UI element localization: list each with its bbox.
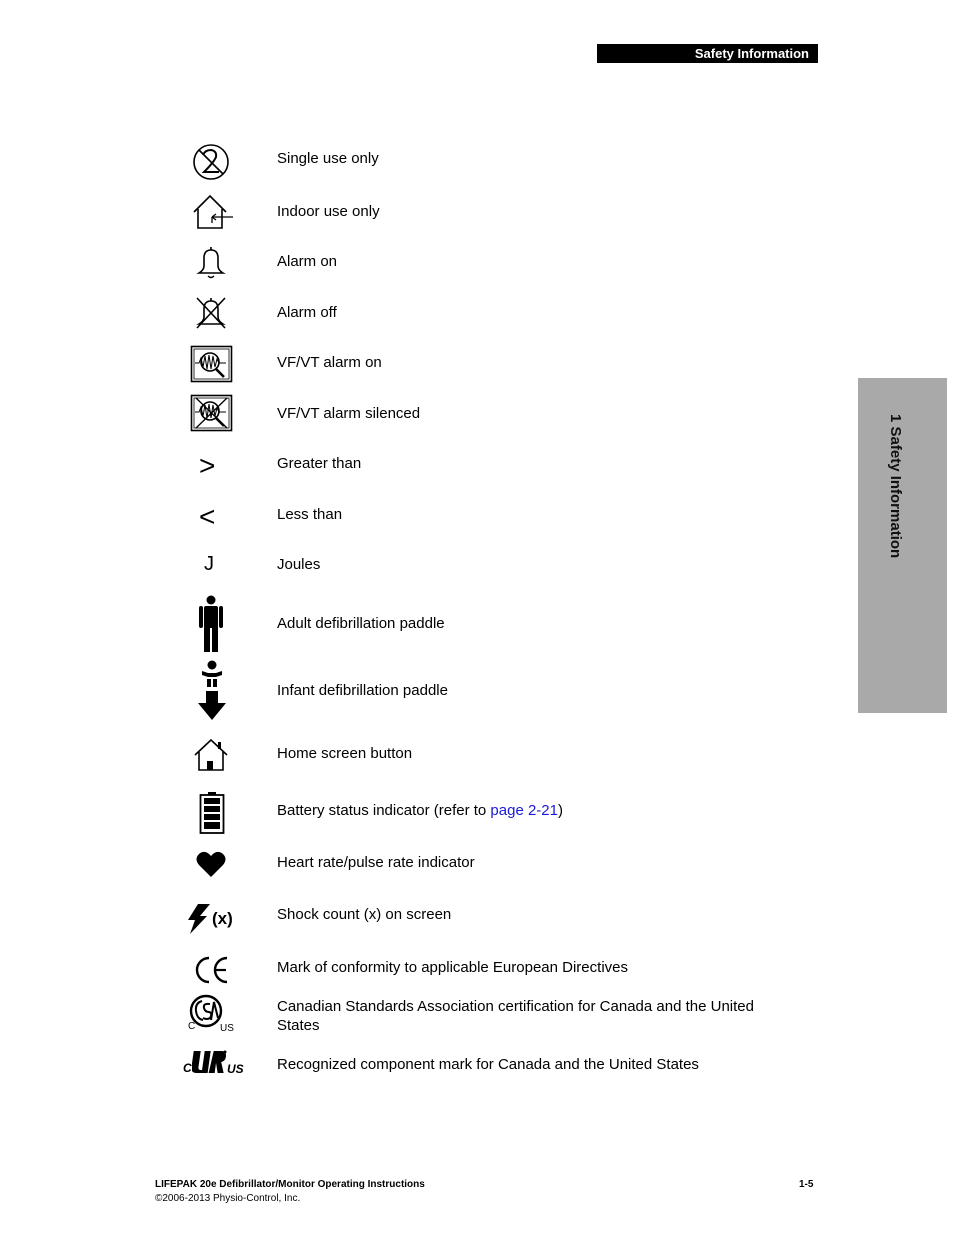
- symbol-label-joules: Joules: [277, 556, 321, 573]
- page-link-2-21[interactable]: page 2-21: [490, 802, 558, 819]
- symbol-label-shock-count: Shock count (x) on screen: [277, 906, 452, 923]
- page-number: 1-5: [799, 1179, 814, 1190]
- section-header-bar: [597, 44, 818, 63]
- chapter-tab-label: 1 Safety Information: [887, 414, 904, 559]
- ur-c-text: C: [183, 1061, 192, 1075]
- symbol-label-ce-mark: Mark of conformity to applicable European Directives: [277, 959, 628, 976]
- copyright: ©2006-2013 Physio-Control, Inc.: [155, 1193, 301, 1204]
- symbol-label-csa-mark: Canadian Standards Association certification for Canada and the United States: [277, 998, 754, 1034]
- symbol-label-infant-paddle: Infant defibrillation paddle: [277, 682, 448, 699]
- footer-left: [155, 1178, 425, 1206]
- greater-than-icon: >: [199, 450, 216, 481]
- ur-us-text: US: [227, 1062, 244, 1076]
- symbol-label-vf-vt-alarm-on: VF/VT alarm on: [277, 354, 382, 371]
- vf-vt-alarm-silenced-icon: [190, 394, 233, 432]
- heart-icon: [196, 850, 226, 878]
- lightning-bolt-icon: [186, 903, 212, 935]
- csa-c-text: C: [188, 1021, 196, 1032]
- symbol-label-adult-paddle: Adult defibrillation paddle: [277, 615, 445, 632]
- alarm-on-icon: [196, 245, 226, 279]
- battery-label-suffix: ): [557, 802, 563, 819]
- symbol-label-alarm-off: Alarm off: [277, 304, 337, 321]
- symbol-label-home-button: Home screen button: [277, 745, 413, 762]
- symbol-label-less-than: Less than: [277, 506, 343, 523]
- adult-paddle-icon: [198, 595, 224, 653]
- symbol-label-battery: [277, 801, 787, 820]
- symbol-label-single-use: Single use only: [277, 150, 379, 167]
- alarm-off-icon: [194, 295, 228, 330]
- symbol-label-greater-than: Greater than: [277, 455, 362, 472]
- symbol-label-vf-vt-alarm-silenced: VF/VT alarm silenced: [277, 405, 421, 422]
- infant-paddle-icon: [196, 660, 228, 722]
- single-use-icon: [192, 143, 230, 181]
- manual-title: LIFEPAK 20e Defibrillator/Monitor Operating Instructions: [155, 1179, 425, 1190]
- symbol-label-alarm-on: Alarm on: [277, 253, 338, 270]
- vf-vt-alarm-on-icon: [190, 345, 233, 383]
- symbol-label-ur-mark: Recognized component mark for Canada and the United States: [277, 1056, 699, 1073]
- shock-count-icon: (x): [212, 909, 233, 928]
- ur-mark-icon: [192, 1049, 228, 1075]
- symbol-label-heart-rate: Heart rate/pulse rate indicator: [277, 854, 475, 871]
- battery-label-text: Battery status indicator (refer to: [277, 802, 491, 819]
- csa-us-text: US: [220, 1023, 234, 1034]
- section-title: Safety Information: [694, 46, 809, 61]
- ce-mark-icon: [194, 955, 230, 985]
- battery-icon: [199, 791, 225, 835]
- home-button-icon: [193, 738, 229, 772]
- joules-icon: J: [204, 553, 214, 575]
- symbol-label-indoor-use: Indoor use only: [277, 203, 380, 220]
- indoor-use-icon: [192, 194, 234, 230]
- less-than-icon: <: [199, 501, 216, 532]
